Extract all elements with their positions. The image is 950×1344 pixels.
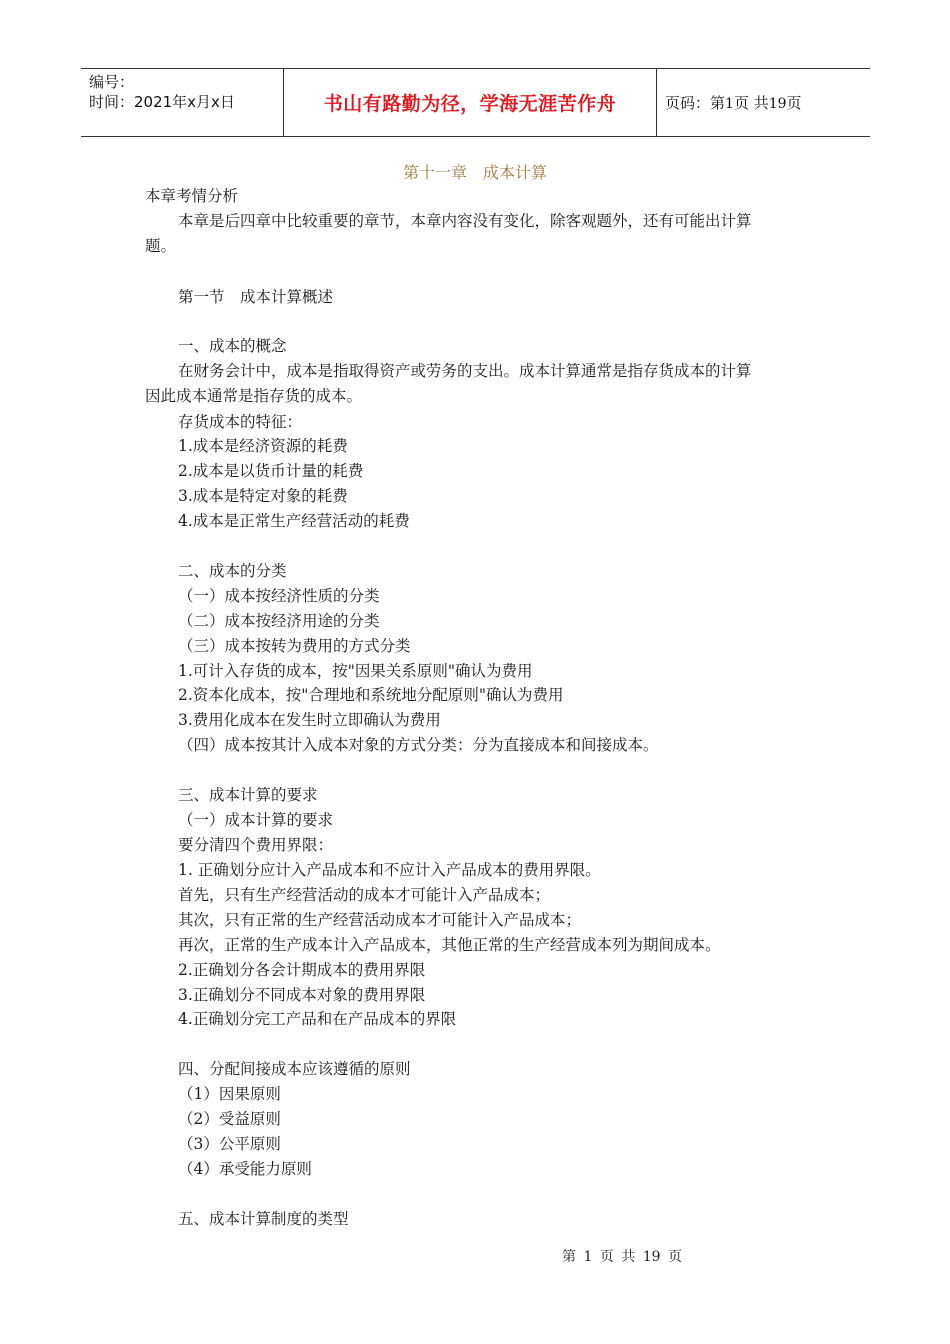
body-line: （三）成本按转为费用的方式分类 — [178, 637, 411, 655]
body-line: （一）成本计算的要求 — [178, 811, 334, 829]
body-line: 3.成本是特定对象的耗费 — [178, 487, 348, 505]
footer-mid: 页 共 — [599, 1249, 636, 1265]
body-line: 一、成本的概念 — [178, 337, 287, 355]
header-page-info — [665, 92, 802, 113]
body-line: 要分清四个费用界限： — [178, 836, 334, 854]
body-line: 题。 — [145, 237, 177, 255]
header-divider — [656, 69, 657, 136]
page-suffix: 页 — [786, 94, 802, 112]
footer-page-total: 19 — [642, 1249, 661, 1265]
body-line: 1.可计入存货的成本，按"因果关系原则"确认为费用 — [178, 662, 533, 680]
page-prefix: 页码：第 — [665, 94, 726, 112]
body-line: 本章是后四章中比较重要的章节，本章内容没有变化，除客观题外，还有可能出计算 — [178, 212, 752, 230]
body-line: 其次，只有正常的生产经营活动成本才可能计入产品成本； — [178, 911, 582, 929]
body-line: 首先，只有生产经营活动的成本才可能计入产品成本； — [178, 886, 551, 904]
header-motto: 书山有路勤为径，学海无涯苦作舟 — [323, 93, 617, 115]
body-line: 3.正确划分不同成本对象的费用界限 — [178, 986, 426, 1004]
footer-suffix: 页 — [668, 1249, 683, 1265]
page-number: 1 — [725, 96, 734, 112]
body-line: 2.资本化成本，按"合理地和系统地分配原则"确认为费用 — [178, 686, 564, 704]
body-line: 三、成本计算的要求 — [178, 786, 318, 804]
body-line: 3.费用化成本在发生时立即确认为费用 — [178, 711, 441, 729]
chapter-title: 第十一章 成本计算 — [402, 163, 547, 182]
body-line: 本章考情分析 — [145, 187, 239, 205]
body-line: 第一节 成本计算概述 — [178, 288, 334, 306]
body-line: 4.正确划分完工产品和在产品成本的界限 — [178, 1010, 457, 1028]
footer-prefix: 第 — [562, 1249, 576, 1265]
body-line: 2.成本是以货币计量的耗费 — [178, 462, 364, 480]
header-meta — [89, 72, 235, 112]
body-line: 1. 正确划分应计入产品成本和不应计入产品成本的费用界限。 — [178, 861, 601, 879]
body-line: （四）成本按其计入成本对象的方式分类：分为直接成本和间接成本。 — [178, 736, 659, 754]
body-line: （一）成本按经济性质的分类 — [178, 587, 380, 605]
number-label: 编号： — [89, 73, 135, 91]
body-line: 在财务会计中，成本是指取得资产或劳务的支出。成本计算通常是指存货成本的计算 — [178, 362, 752, 380]
body-line: （3）公平原则 — [178, 1135, 281, 1153]
body-line: 二、成本的分类 — [178, 562, 287, 580]
body-line: 1.成本是经济资源的耗费 — [178, 437, 348, 455]
footer-page-number: 1 — [583, 1249, 593, 1265]
page-total: 19 — [768, 96, 787, 112]
body-line: 五、成本计算制度的类型 — [178, 1210, 349, 1228]
body-line: （4）承受能力原则 — [178, 1160, 312, 1178]
body-line: 4.成本是正常生产经营活动的耗费 — [178, 512, 410, 530]
body-line: 存货成本的特征： — [178, 413, 303, 431]
body-line: 2.正确划分各会计期成本的费用界限 — [178, 961, 426, 979]
body-line: 四、分配间接成本应该遵循的原则 — [178, 1060, 411, 1078]
body-line: （二）成本按经济用途的分类 — [178, 612, 380, 630]
page-mid: 页 共 — [733, 94, 769, 112]
page-footer — [562, 1246, 682, 1266]
body-line: （1）因果原则 — [178, 1085, 281, 1103]
time-label: 时间：2021年x月x日 — [89, 93, 235, 111]
body-line: 因此成本通常是指存货的成本。 — [145, 387, 363, 405]
body-line: （2）受益原则 — [178, 1110, 281, 1128]
page-header — [81, 68, 870, 137]
body-line: 再次，正常的生产成本计入产品成本，其他正常的生产经营成本列为期间成本。 — [178, 936, 721, 954]
